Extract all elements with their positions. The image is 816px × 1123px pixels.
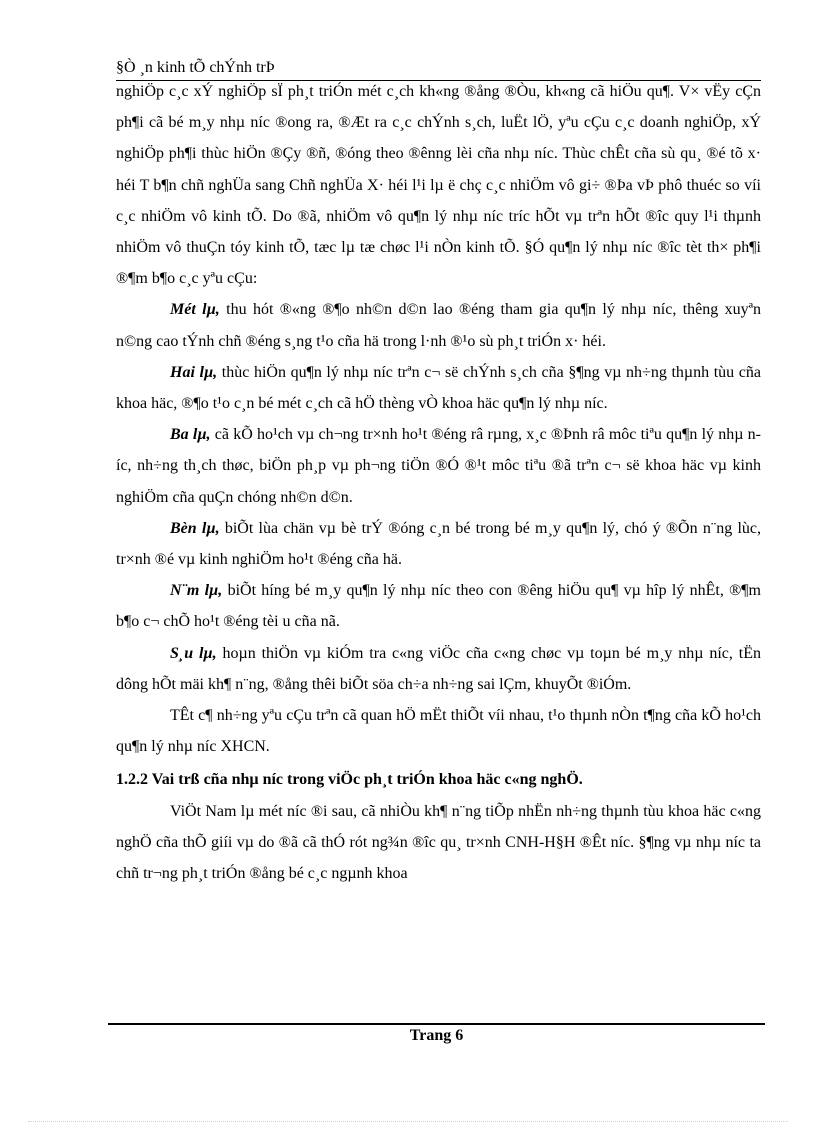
- requirement-text: biÕt lùa chän vµ bè trÝ ®óng c¸n bé trong bé m¸y qu¶n lý, chó ý ®Õn n¨ng lùc, tr×nh ®é vµ kinh nghiÖm ho¹t ®éng cña hä.: [116, 519, 761, 569]
- paragraph-requirement-3: [116, 419, 761, 513]
- requirement-lead: N¨m lµ,: [170, 582, 223, 600]
- paragraph-section-intro: ViÖt Nam lµ mét níc ®i sau, cã nhiÒu kh¶ n¨ng tiÕp nhËn nh÷ng thµnh tùu khoa häc c«ng nghÖ cña thÕ giíi vµ do ®ã cã thÓ rót ng¾n ®îc qu¸ tr×nh CNH-H§H ®Êt níc. §¶ng vµ nhµ níc ta chñ tr¬ng ph¸t triÓn ®ång bé c¸c ngµnh khoa: [116, 802, 761, 883]
- requirement-text: thùc hiÖn qu¶n lý nhµ níc trªn c¬ së chÝnh s¸ch cña §¶ng vµ nh÷ng thµnh tùu cña khoa häc, ®¶o t¹o c¸n bé mét c¸ch cã hÖ thèng vÒ khoa häc qu¶n lý nhµ níc.: [116, 363, 761, 413]
- requirement-lead: Ba lµ,: [170, 426, 211, 444]
- requirement-text: biÕt híng bé m¸y qu¶n lý nhµ níc theo con ®êng hiÖu qu¶ vµ hîp lý nhÊt, ®¶m b¶o c¬ chÕ ho¹t ®éng tèi u cña nã.: [116, 582, 761, 631]
- body-text: [116, 76, 761, 889]
- paragraph-summary: TÊt c¶ nh÷ng yªu cÇu trªn cã quan hÖ mËt thiÕt víi nhau, t¹o thµnh nÒn t¶ng cña kÕ ho¹ch qu¶n lý nhµ níc XHCN.: [116, 707, 761, 756]
- requirement-lead: Bèn lµ,: [170, 519, 220, 537]
- paragraph-requirement-2: [116, 357, 761, 419]
- requirement-lead: Mét lµ,: [170, 301, 220, 319]
- running-header: §Ò ¸n kinh tÕ chÝnh trÞ: [116, 58, 761, 81]
- page-bottom-dotted-line: [28, 1121, 788, 1122]
- section-heading: 1.2.2 Vai trß cña nhµ níc trong viÖc ph¸t triÓn khoa häc c«ng nghÖ.: [116, 771, 583, 789]
- paragraph-requirement-5: [116, 575, 761, 637]
- requirement-lead: S¸u lµ,: [170, 644, 217, 662]
- paragraph-requirement-1: [116, 294, 761, 356]
- requirement-text: hoµn thiÖn vµ kiÓm tra c«ng viÖc cña c«ng chøc vµ toµn bé m¸y nhµ níc, tËn dông hÕt mäi kh¶ n¨ng, ®ång thêi biÕt söa ch÷a nh÷ng sai lÇm, khuyÕt ®iÓm.: [116, 644, 761, 693]
- requirement-text: thu hót ®«ng ®¶o nh©n d©n lao ®éng tham gia qu¶n lý nhµ níc, thêng xuyªn n©ng cao tÝnh chñ ®éng s¸ng t¹o cña hä trong l·nh ®¹o sù ph¸t triÓn x· héi.: [116, 301, 762, 350]
- paragraph-continuation: nghiÖp c¸c xÝ nghiÖp sÏ ph¸t triÓn mét c¸ch kh«ng ®ång ®Òu, kh«ng cã hiÖu qu¶. V× vËy cÇn ph¶i cã bé m¸y nhµ níc ®ong ra, ®Æt ra c¸c chÝnh s¸ch, luËt lÖ, yªu cÇu c¸c doanh nghiÖp, xÝ nghiÖp ph¶i thùc hiÖn ®Çy ®ñ, ®óng theo ®ênng lèi cña nhµ níc. Thùc chÊt cña sù qu¸ ®é tõ x· héi T b¶n chñ nghÜa sang Chñ nghÜa X· héi l¹i lµ ë chç c¸c nhiÖm vô gi÷ ®Þa vÞ phô thuéc so víi c¸c nhiÖm vô kinh tÕ. Do ®ã, nhiÖm vô qu¶n lý nhµ níc tríc hÕt vµ trªn hÕt ®îc quy l¹i thµnh nhiÖm vô thuÇn tóy kinh tÕ, tæc lµ tæ chøc l¹i nÒn kinh tÕ. §Ó qu¶n lý nhµ níc ®îc tèt th× ph¶i ®¶m b¶o c¸c yªu cÇu:: [116, 83, 761, 288]
- requirement-text: cã kÕ ho¹ch vµ ch¬ng tr×nh ho¹t ®éng râ rµng, x¸c ®Þnh râ môc tiªu qu¶n lý nhµ níc, nh÷ng th¸ch thøc, biÖn ph¸p vµ ph¬ng tiÖn ®Ó ®¹t môc tiªu ®ã trªn c¬ së khoa häc vµ kinh nghiÖm cña quÇn chóng nh©n d©n.: [116, 426, 761, 506]
- footer-divider: [108, 1023, 765, 1025]
- paragraph-requirement-6: [116, 638, 761, 700]
- requirement-lead: Hai lµ,: [170, 363, 218, 381]
- paragraph-requirement-4: [116, 513, 761, 575]
- page-number: Trang 6: [409, 1027, 464, 1044]
